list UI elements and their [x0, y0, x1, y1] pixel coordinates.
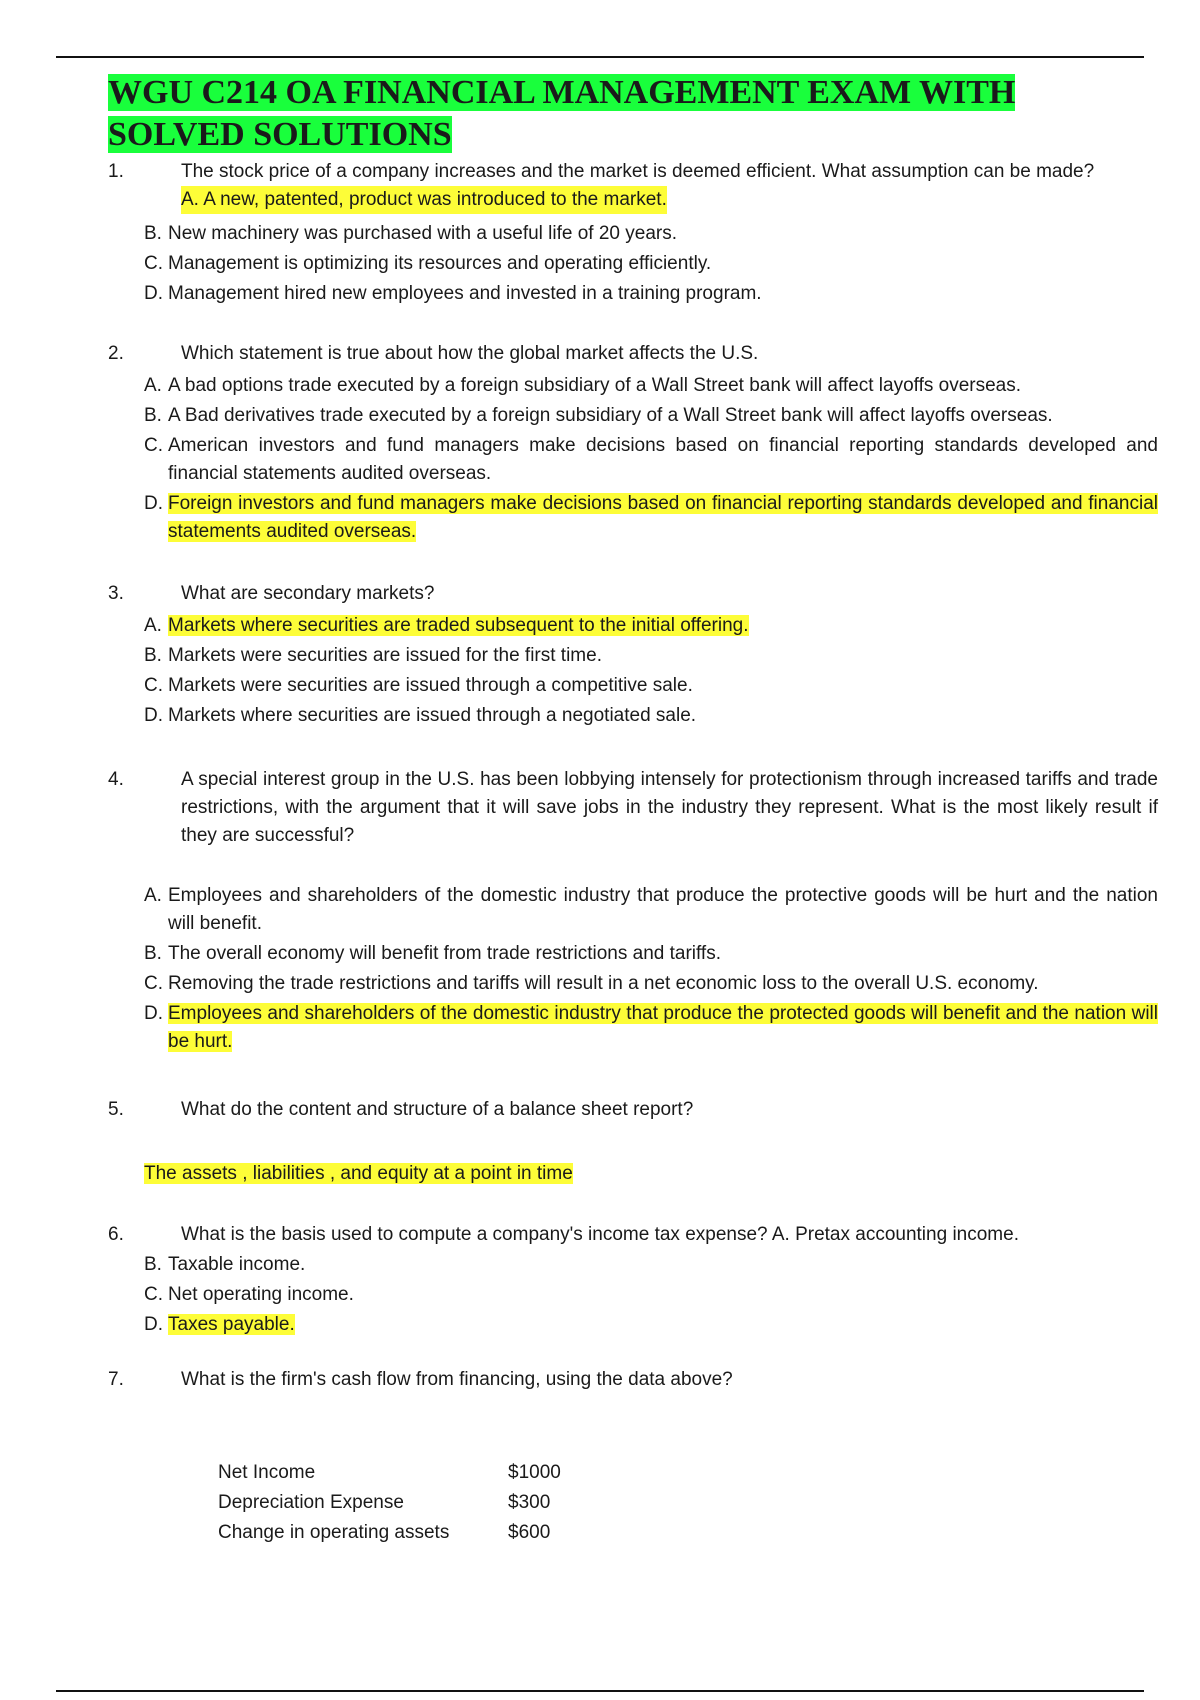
row-label: Change in operating assets [218, 1522, 450, 1543]
question-number: 7. [108, 1369, 124, 1390]
question-5 [108, 1096, 1158, 1124]
option-d: D. Taxes payable. [144, 1314, 295, 1335]
option-b: B. New machinery was purchased with a useful life of 20 years. [144, 223, 678, 244]
option-d: D. Management hired new employees and invested in a training program. [144, 283, 762, 304]
option-c: C. Management is optimizing its resources and operating efficiently. [144, 253, 712, 274]
table-row [218, 1458, 561, 1488]
row-value: $1000 [508, 1462, 561, 1483]
question-1 [108, 158, 1158, 310]
option-a: A. A new, patented, product was introduced to the market. [181, 186, 1158, 214]
option-c: C. Net operating income. [144, 1284, 354, 1305]
bottom-rule [56, 1690, 1144, 1692]
question-number: 4. [108, 769, 124, 790]
option-d: D. Employees and shareholders of the domestic industry that produce the protected goods will benefit and the nation will be hurt. [144, 1003, 1158, 1052]
row-value: $300 [508, 1492, 551, 1513]
question-text: What is the basis used to compute a company's income tax expense? A. Pretax accounting income. [181, 1224, 1019, 1245]
row-value: $600 [508, 1522, 551, 1543]
question-number: 6. [108, 1224, 124, 1245]
option-c: C. American investors and fund managers make decisions based on financial reporting standards developed and financial statements audited overseas. [144, 435, 1158, 484]
page-title: WGU C214 OA FINANCIAL MANAGEMENT EXAM WITH SOLVED SOLUTIONS [108, 74, 1016, 153]
question-number: 1. [108, 161, 124, 182]
table-row [218, 1488, 561, 1518]
question-6 [108, 1221, 1158, 1341]
question-number: 5. [108, 1099, 124, 1120]
answer-text: The assets , liabilities , and equity at a point in time [144, 1163, 573, 1184]
option-b: B. Taxable income. [144, 1254, 306, 1275]
question-text: A special interest group in the U.S. has been lobbying intensely for protectionism through increased tariffs and trade restrictions, with the argument that it will save jobs in the industry they represent. What is the most likely result if they are successful? [181, 769, 1158, 846]
question-4 [108, 766, 1158, 1058]
question-number: 3. [108, 583, 124, 604]
option-c: C. Markets were securities are issued through a competitive sale. [144, 675, 693, 696]
option-b: B. The overall economy will benefit from trade restrictions and tariffs. [144, 943, 721, 964]
financial-data-table [218, 1458, 561, 1548]
question-7 [108, 1366, 1158, 1394]
option-d: D. Markets where securities are issued through a negotiated sale. [144, 705, 697, 726]
option-b: B. A Bad derivatives trade executed by a foreign subsidiary of a Wall Street bank will affect layoffs overseas. [144, 405, 1053, 426]
table-row [218, 1518, 561, 1548]
question-text: What do the content and structure of a balance sheet report? [181, 1099, 694, 1120]
question-text: What is the firm's cash flow from financing, using the data above? [181, 1369, 733, 1390]
row-label: Net Income [218, 1462, 316, 1483]
row-label: Depreciation Expense [218, 1492, 404, 1513]
option-c: C. Removing the trade restrictions and tariffs will result in a net economic loss to the overall U.S. economy. [144, 973, 1039, 994]
question-3 [108, 580, 1158, 732]
option-a: A. Markets where securities are traded subsequent to the initial offering. [144, 615, 749, 636]
question-text: What are secondary markets? [181, 583, 435, 604]
question-2 [108, 340, 1158, 548]
option-a: A. A bad options trade executed by a foreign subsidiary of a Wall Street bank will affect layoffs overseas. [144, 375, 1022, 396]
question-text: Which statement is true about how the global market affects the U.S. [181, 343, 759, 364]
option-b: B. Markets were securities are issued for the first time. [144, 645, 602, 666]
question-text: The stock price of a company increases and the market is deemed efficient. What assumption can be made? [181, 161, 1095, 182]
question-number: 2. [108, 343, 124, 364]
top-rule [56, 56, 1144, 58]
option-d: D. Foreign investors and fund managers make decisions based on financial reporting standards developed and financial statements audited overseas. [144, 493, 1158, 542]
option-a: A. Employees and shareholders of the domestic industry that produce the protective goods will be hurt and the nation will benefit. [144, 885, 1158, 934]
